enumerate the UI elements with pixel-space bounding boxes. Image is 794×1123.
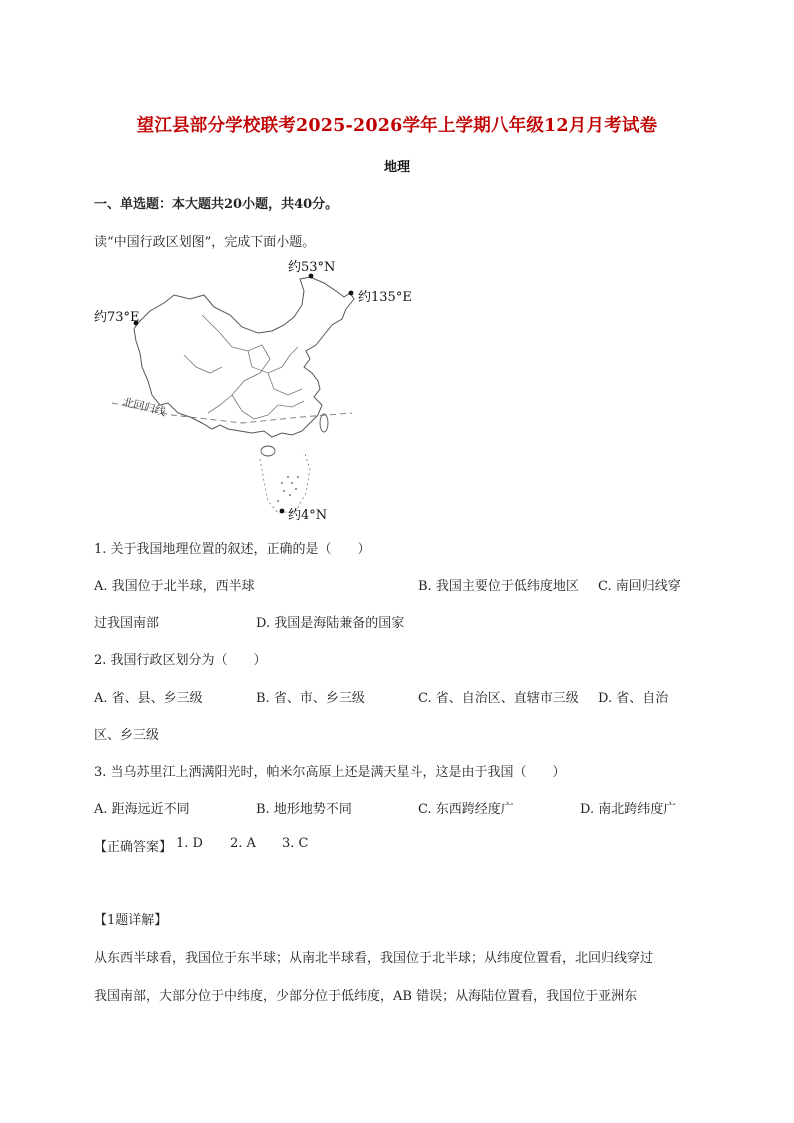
- question-1-stem: 1. 关于我国地理位置的叙述，正确的是（ ）: [94, 542, 371, 557]
- china-outline: [134, 277, 354, 437]
- q1-option-c-continued: 过我国南部: [94, 616, 160, 631]
- question-3-stem: 3. 当乌苏里江上洒满阳光时，帕米尔高原上还是满天星斗，这是由于我国（ ）: [94, 765, 566, 780]
- label-north: 约53°N: [288, 260, 336, 275]
- china-map-svg: [92, 255, 422, 525]
- q2-option-a: A. 省、县、乡三级: [94, 691, 203, 706]
- q3-option-d: D. 南北跨纬度广: [580, 802, 677, 817]
- section-heading: 一、单选题：本大题共20小题，共40分。: [94, 197, 339, 212]
- south-extreme-point: [280, 509, 285, 514]
- q1-option-c: C. 南回归线穿: [598, 579, 681, 594]
- q3-option-b: B. 地形地势不同: [256, 802, 352, 817]
- label-south: 约4°N: [288, 508, 328, 523]
- answer-item-3: 3. C: [282, 836, 309, 851]
- detail-heading: 【1题详解】: [94, 913, 168, 928]
- south-sea-islands: [277, 476, 299, 502]
- detail-line-2: 我国南部，大部分位于中纬度，少部分位于低纬度，AB 错误；从海陆位置看，我国位于亚洲东: [94, 989, 638, 1004]
- q2-option-c: C. 省、自治区、直辖市三级: [418, 691, 579, 706]
- q2-option-b: B. 省、市、乡三级: [256, 691, 365, 706]
- label-east: 约135°E: [358, 290, 412, 305]
- q3-option-a: A. 距海远近不同: [94, 802, 190, 817]
- east-extreme-point: [349, 291, 354, 296]
- exam-title: 望江县部分学校联考2025-2026学年上学期八年级12月月考试卷: [136, 116, 658, 136]
- south-sea-boundary: [260, 451, 310, 513]
- detail-line-1: 从东西半球看，我国位于东半球；从南北半球看，我国位于北半球；从纬度位置看，北回归线穿过: [94, 951, 654, 966]
- china-map-figure: [92, 255, 422, 525]
- answer-label: 【正确答案】: [94, 840, 173, 855]
- label-tropic: 北回归线: [121, 395, 168, 419]
- hainan-island: [261, 446, 275, 456]
- answer-item-2: 2. A: [230, 836, 256, 851]
- province-boundaries: [184, 315, 304, 419]
- subject-title: 地理: [383, 160, 410, 175]
- question-2-stem: 2. 我国行政区划分为（ ）: [94, 653, 267, 668]
- intro-text: 读“中国行政区划图”，完成下面小题。: [94, 235, 316, 250]
- q1-option-b: B. 我国主要位于低纬度地区: [418, 579, 579, 594]
- q1-option-a: A. 我国位于北半球，西半球: [94, 579, 255, 594]
- q2-option-d: D. 省、自治: [598, 691, 669, 706]
- label-west: 约73°E: [94, 310, 140, 325]
- taiwan-island: [320, 414, 328, 432]
- q2-option-d-continued: 区、乡三级: [94, 728, 160, 743]
- answer-item-1: 1. D: [176, 836, 203, 851]
- q3-option-c: C. 东西跨经度广: [418, 802, 514, 817]
- q1-option-d: D. 我国是海陆兼备的国家: [256, 616, 405, 631]
